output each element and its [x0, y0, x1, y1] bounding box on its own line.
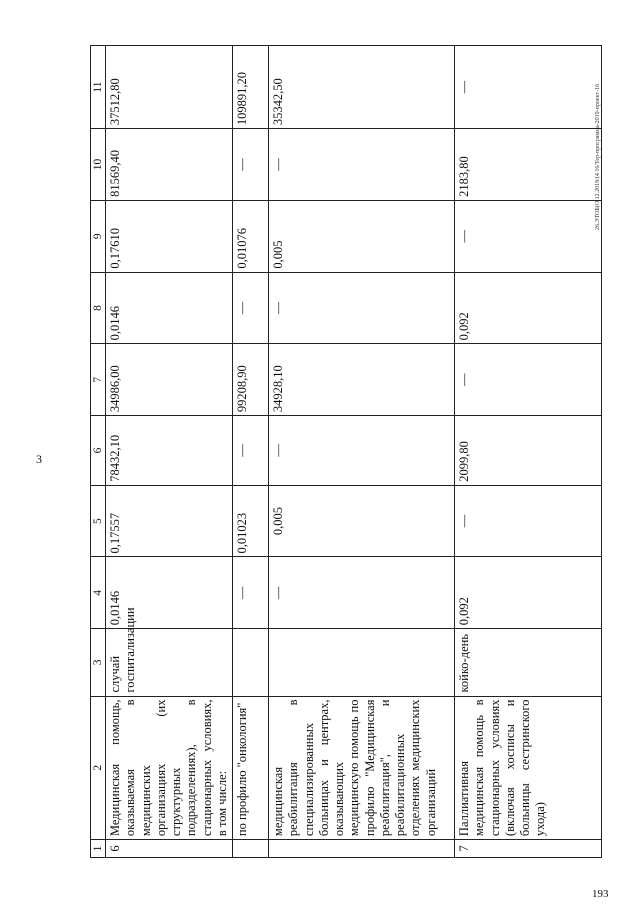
cell-col4: —	[269, 557, 455, 629]
cell-col6: 2099,80	[455, 416, 602, 486]
cell-col6: 78432,10	[106, 416, 233, 486]
table-row	[106, 46, 233, 858]
cell-col5: 0,01023	[233, 485, 269, 557]
col-number-10: 10	[91, 129, 106, 201]
rotated-table-container	[90, 45, 579, 858]
cell-col9: 0,17610	[106, 200, 233, 272]
col-number-4: 4	[91, 557, 106, 629]
row-unit	[233, 629, 269, 696]
cell-col7: —	[455, 344, 602, 416]
col-number-9: 9	[91, 200, 106, 272]
cell-col11: —	[455, 46, 602, 129]
col-number-8: 8	[91, 272, 106, 344]
cell-col9: —	[455, 200, 602, 272]
table-row	[455, 46, 602, 858]
row-unit	[269, 629, 455, 696]
col-number-5: 5	[91, 485, 106, 557]
col-number-1: 1	[91, 840, 106, 858]
cell-col10: 81569,40	[106, 129, 233, 201]
cell-col8: —	[233, 272, 269, 344]
cell-col8: 0,0146	[106, 272, 233, 344]
col-number-6: 6	[91, 416, 106, 486]
cell-col10: 2183,80	[455, 129, 602, 201]
cell-col4: 0,0146	[106, 557, 233, 629]
row-unit: койко-день	[455, 629, 602, 696]
row-description: Медицинская помощь, оказываемая в медицинских организациях (их структурных подразделениях), в стационарных условиях, в том числе:	[106, 696, 233, 840]
col-number-7: 7	[91, 344, 106, 416]
cell-col4: —	[233, 557, 269, 629]
cell-col5: —	[455, 485, 602, 557]
cell-col6: —	[233, 416, 269, 486]
cell-col4: 0,092	[455, 557, 602, 629]
cell-col7: 99208,90	[233, 344, 269, 416]
data-table	[90, 45, 602, 858]
col-number-2: 2	[91, 696, 106, 840]
column-number-row	[91, 46, 106, 858]
cell-col5: 0,17557	[106, 485, 233, 557]
row-number: 7	[455, 840, 602, 858]
cell-col9: 0,01076	[233, 200, 269, 272]
row-description: по профилю "онкология"	[233, 696, 269, 840]
row-unit: случай госпитализации	[106, 629, 233, 696]
folio-number: 193	[592, 888, 609, 900]
col-number-3: 3	[91, 629, 106, 696]
row-number	[269, 840, 455, 858]
document-code-text: 26.ЭТОБ(О 12.2018/(4 16/Тер-программа-2019-проект-16	[595, 83, 601, 230]
cell-col8: 0,092	[455, 272, 602, 344]
row-description: медицинская реабилитация в специализированных больницах и центрах, оказывающих медицинскую помощь по профилю "Медицинская реабилитация", и реабилитационных отделениях медицинских организаций	[269, 696, 455, 840]
col-number-11: 11	[91, 46, 106, 129]
rotated-table	[90, 45, 579, 858]
cell-col8: —	[269, 272, 455, 344]
row-description: Паллиативная медицинская помощь в стационарных условиях (включая хосписы и больницы сестринского ухода)	[455, 696, 602, 840]
table-row	[233, 46, 269, 858]
cell-col7: 34986,00	[106, 344, 233, 416]
cell-col11: 37512,80	[106, 46, 233, 129]
row-number	[233, 840, 269, 858]
cell-col10: —	[269, 129, 455, 201]
cell-col5: 0,005	[269, 485, 455, 557]
cell-col11: 35342,50	[269, 46, 455, 129]
cell-col10: —	[233, 129, 269, 201]
cell-col7: 34928,10	[269, 344, 455, 416]
cell-col6: —	[269, 416, 455, 486]
cell-col9: 0,005	[269, 200, 455, 272]
table-row	[269, 46, 455, 858]
cell-col11: 109891,20	[233, 46, 269, 129]
page-number: 3	[36, 452, 42, 466]
row-number: 6	[106, 840, 233, 858]
